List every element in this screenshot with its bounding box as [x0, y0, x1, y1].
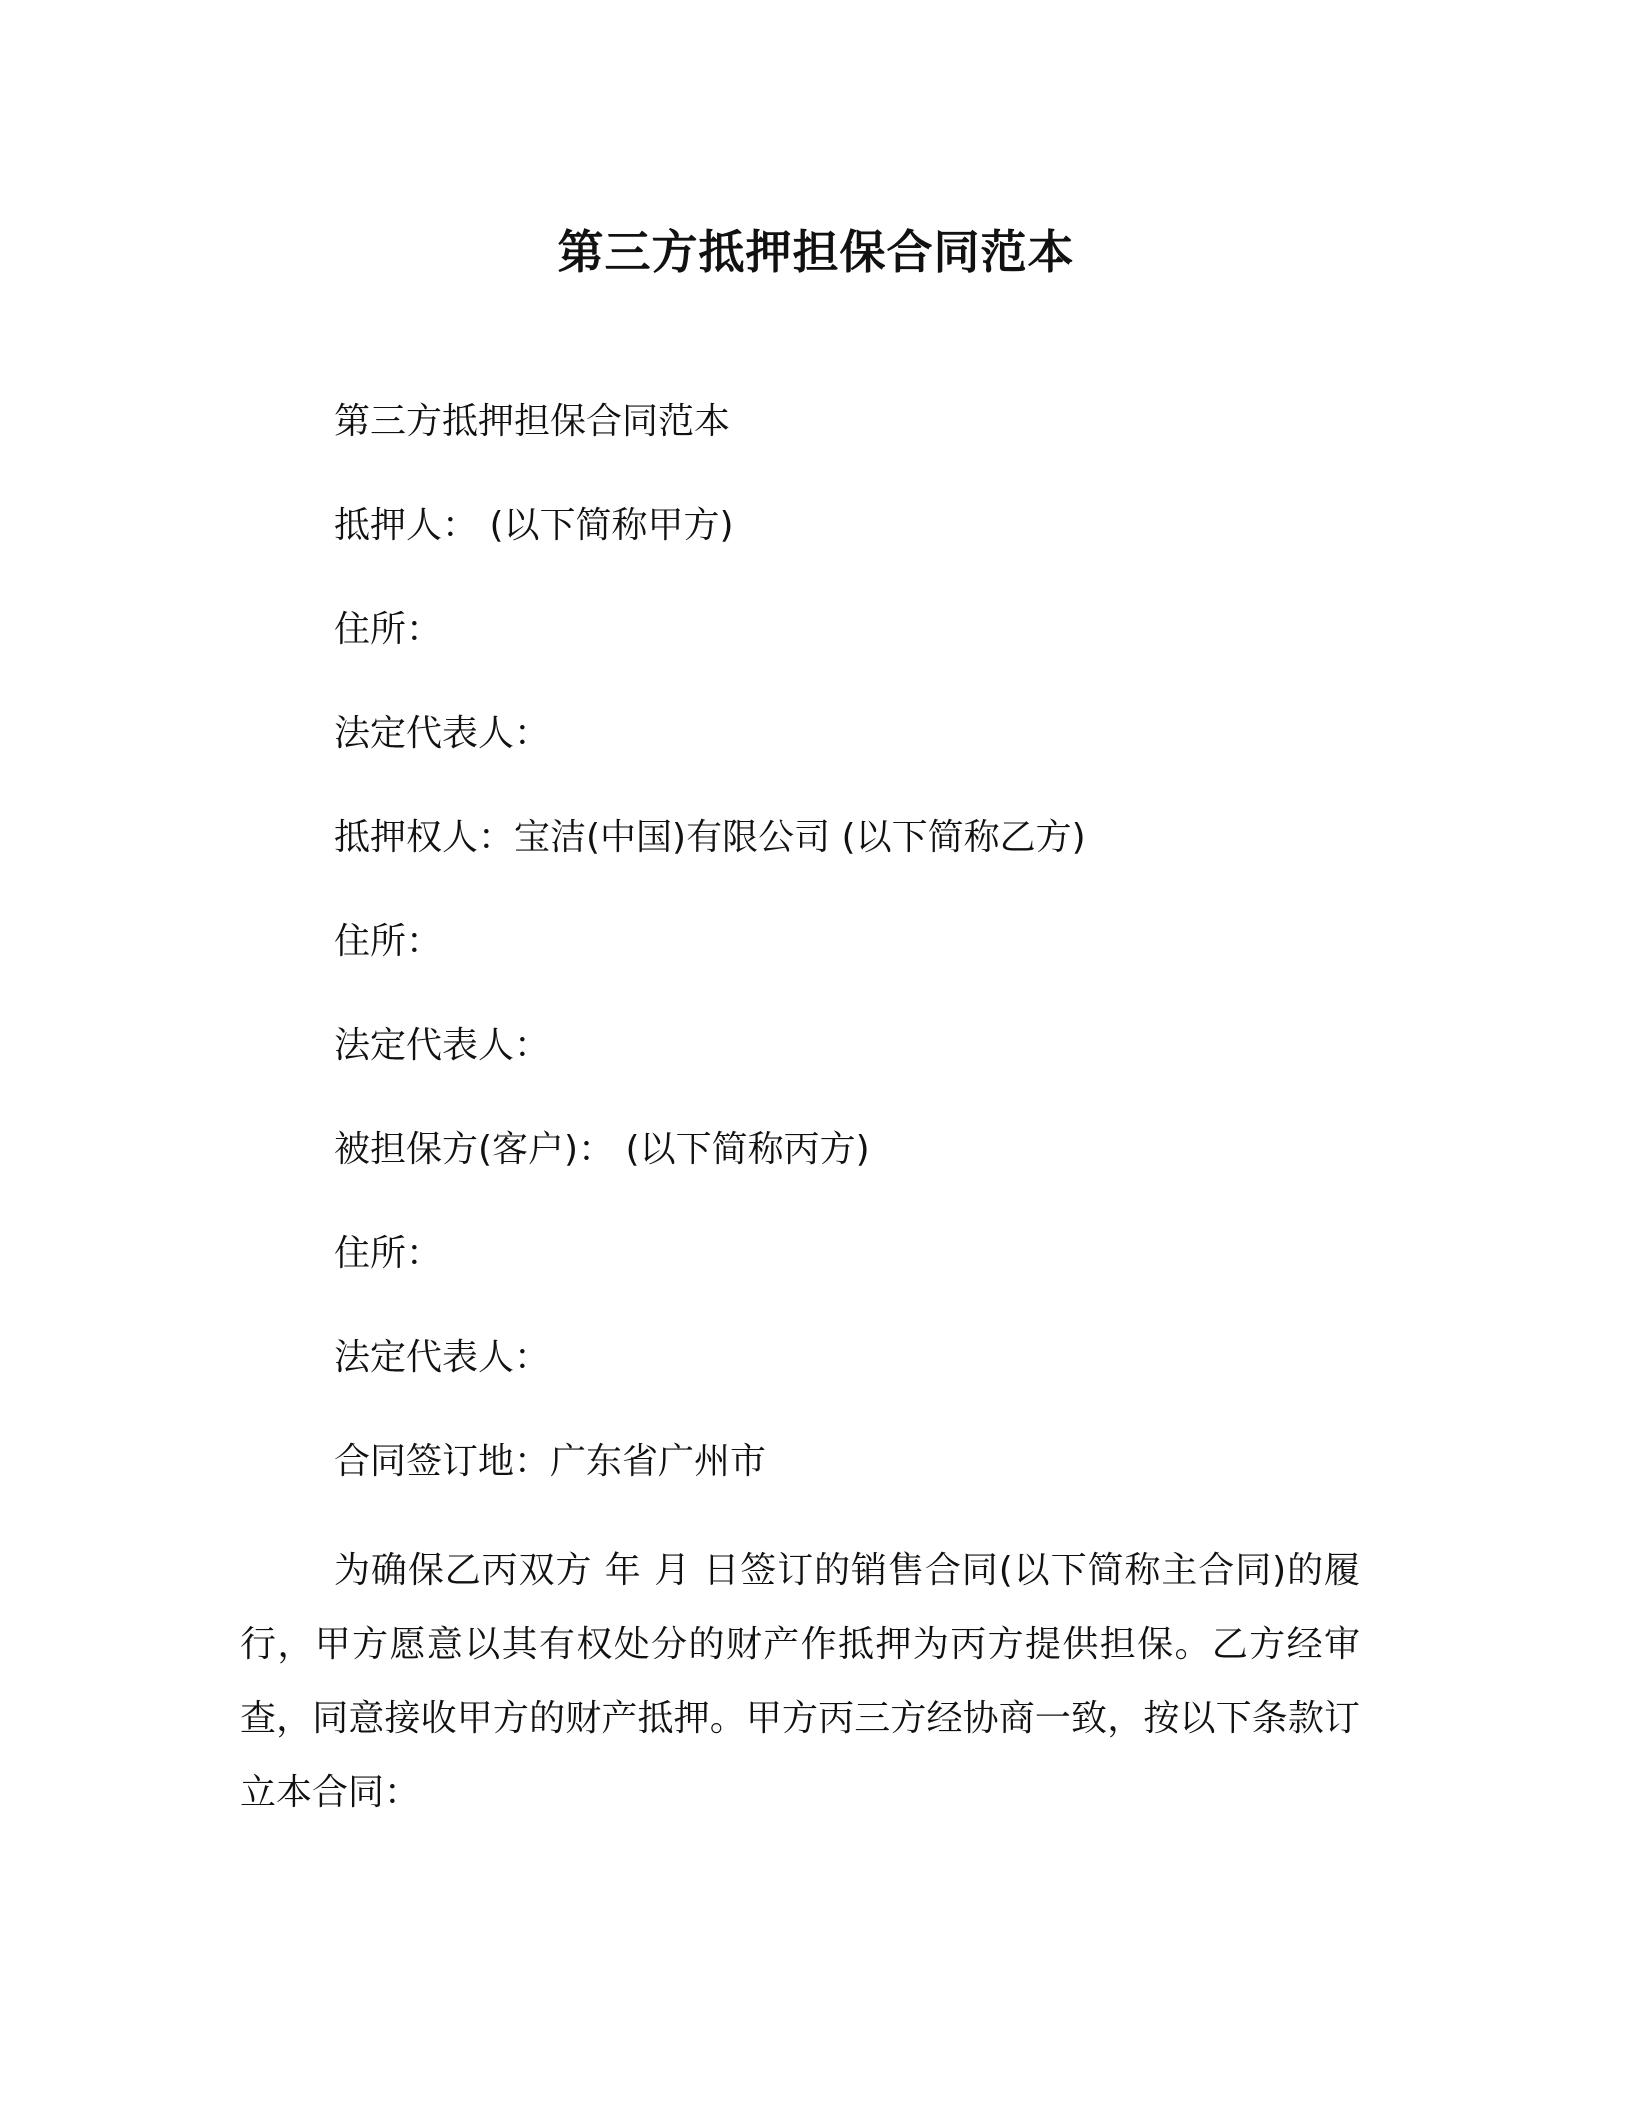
document-subtitle: 第三方抵押担保合同范本 [334, 401, 731, 442]
guaranteed-party-representative-line: 法定代表人： [334, 1337, 551, 1378]
mortgagor-representative-line: 法定代表人： [334, 713, 551, 754]
mortgagor-line: 抵押人： (以下简称甲方) [334, 505, 734, 546]
mortgagee-address-line: 住所： [334, 921, 443, 962]
contract-intro-paragraph: 为确保乙丙双方 年 月 日签订的销售合同(以下简称主合同)的履行，甲方愿意以其有权处分的财产作抵押为丙方提供担保。乙方经审查，同意接收甲方的财产抵押。甲方丙三方经协商一致，按以下条款订立本合同： [240, 1550, 1360, 1813]
mortgagee-representative-line: 法定代表人： [334, 1025, 551, 1066]
document-title: 第三方抵押担保合同范本 [557, 225, 1075, 279]
mortgagor-address-line: 住所： [334, 609, 443, 650]
contract-location-line: 合同签订地：广东省广州市 [334, 1441, 767, 1482]
guaranteed-party-line: 被担保方(客户)： (以下简称丙方) [334, 1129, 870, 1170]
mortgagee-line: 抵押权人：宝洁(中国)有限公司 (以下简称乙方) [334, 817, 1086, 858]
guaranteed-party-address-line: 住所： [334, 1233, 443, 1274]
